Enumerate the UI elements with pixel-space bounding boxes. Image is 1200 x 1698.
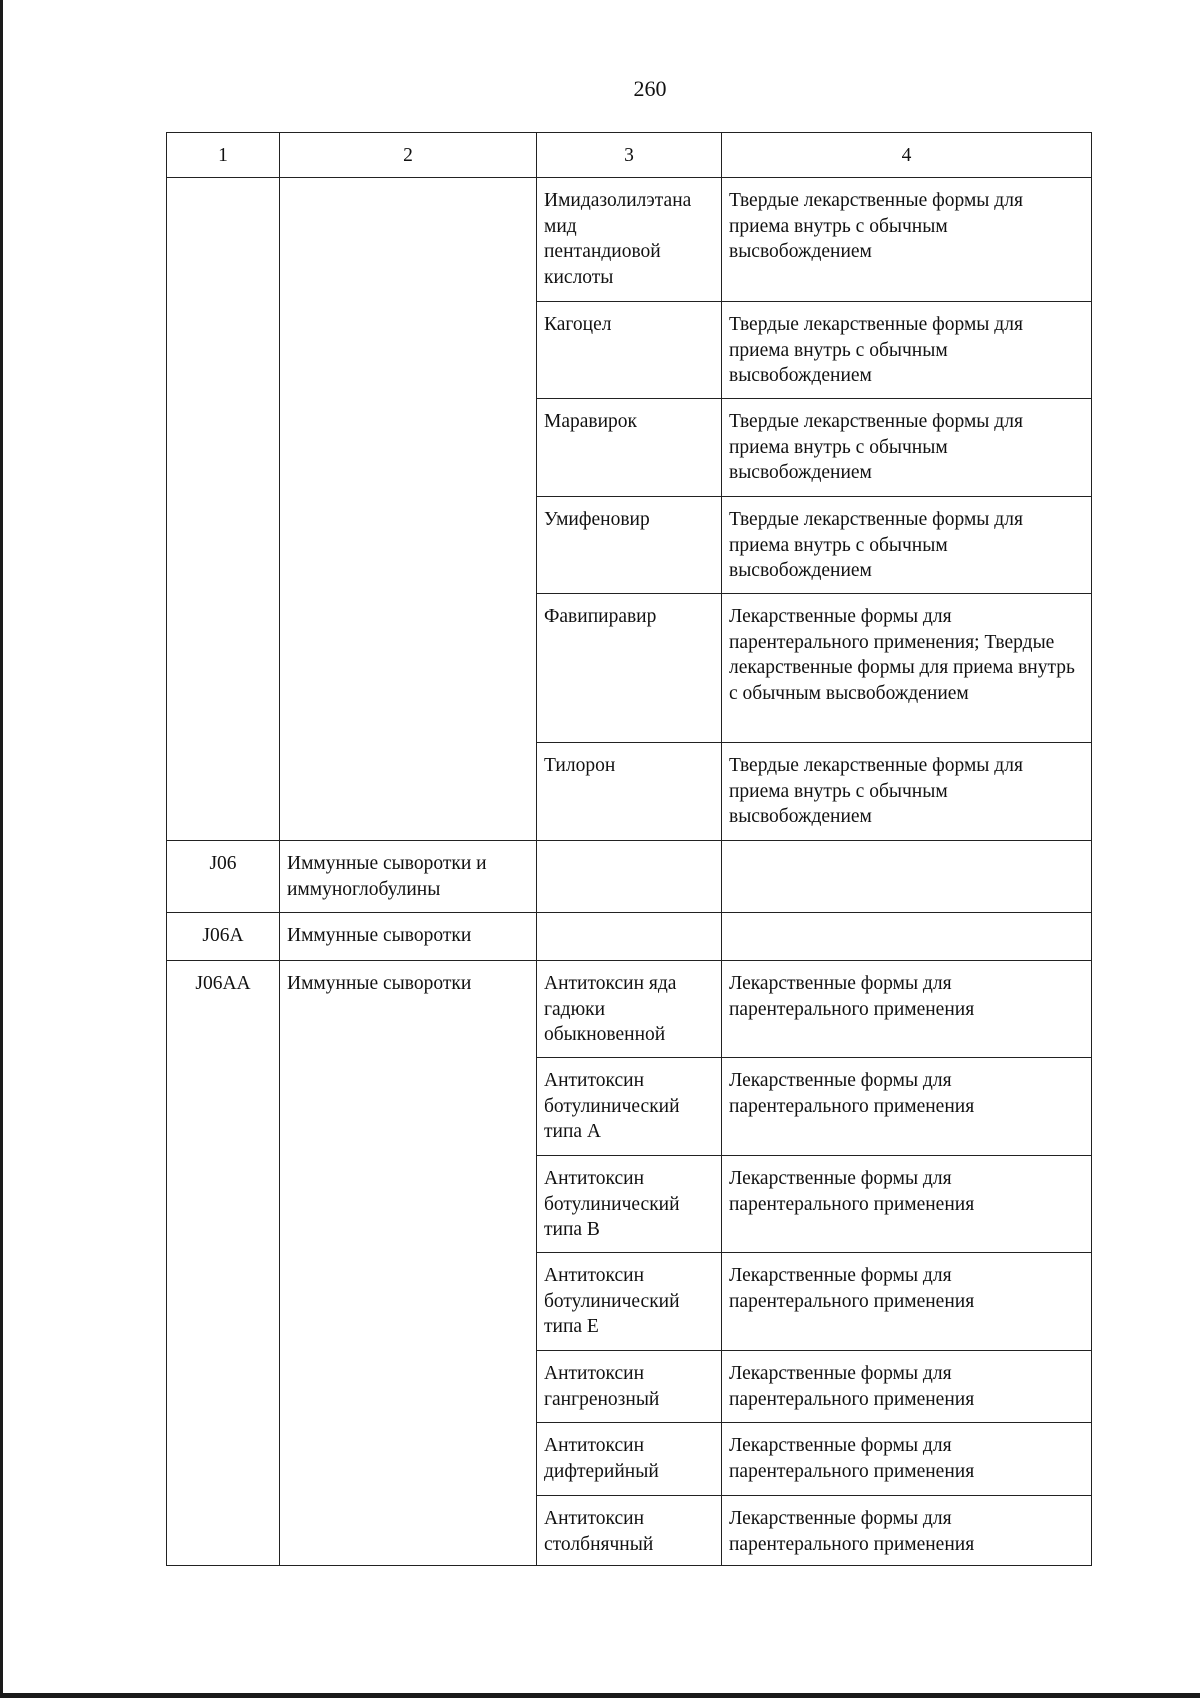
- dosage-form-cell: Лекарственные формы для парентерального применения: [722, 1351, 1092, 1423]
- medicine-name-cell: Имидазолилэтана мид пентандиовой кислоты: [537, 178, 722, 302]
- atc-code-cell: [167, 178, 280, 841]
- dosage-form-cell: Твердые лекарственные формы для приема внутрь с обычным высвобождением: [722, 497, 1092, 594]
- table-row: [167, 841, 1092, 913]
- table-header-row: [167, 133, 1092, 178]
- dosage-form-cell: Лекарственные формы для парентерального применения: [722, 1423, 1092, 1496]
- dosage-form-cell: Лекарственные формы для парентерального применения; Твердые лекарственные формы для приема внутрь с обычным высвобождением: [722, 594, 1092, 743]
- medicine-name-cell: Антитоксин яда гадюки обыкновенной: [537, 961, 722, 1058]
- table-row: [167, 913, 1092, 961]
- atc-code-cell: J06AA: [167, 961, 280, 1566]
- dosage-form-cell: Лекарственные формы для парентерального применения: [722, 961, 1092, 1058]
- scan-edge-bottom: [0, 1693, 1200, 1698]
- column-header: 4: [722, 133, 1092, 178]
- medicine-name-cell: Антитоксин ботулинический типа В: [537, 1156, 722, 1253]
- medicine-table: [166, 132, 1092, 1566]
- medicine-name-cell: Антитоксин ботулинический типа А: [537, 1058, 722, 1156]
- table-row: [167, 961, 1092, 1058]
- medicine-name-cell: Антитоксин столбнячный: [537, 1496, 722, 1566]
- atc-code-cell: J06: [167, 841, 280, 913]
- table-row: [167, 178, 1092, 302]
- page-number: 260: [633, 76, 667, 101]
- scan-edge-left: [0, 0, 3, 1698]
- group-name-cell: Иммунные сыворотки: [280, 913, 537, 961]
- dosage-form-cell: [722, 913, 1092, 961]
- dosage-form-cell: Твердые лекарственные формы для приема внутрь с обычным высвобождением: [722, 178, 1092, 302]
- medicine-name-cell: Антитоксин гангренозный: [537, 1351, 722, 1423]
- medicine-name-cell: [537, 841, 722, 913]
- dosage-form-cell: [722, 841, 1092, 913]
- medicine-name-cell: Умифеновир: [537, 497, 722, 594]
- medicine-name-cell: Антитоксин дифтерийный: [537, 1423, 722, 1496]
- medicine-name-cell: Антитоксин ботулинический типа Е: [537, 1253, 722, 1351]
- group-name-cell: Иммунные сыворотки и иммуноглобулины: [280, 841, 537, 913]
- column-header: 3: [537, 133, 722, 178]
- group-name-cell: [280, 178, 537, 841]
- dosage-form-cell: Твердые лекарственные формы для приема внутрь с обычным высвобождением: [722, 399, 1092, 497]
- dosage-form-cell: Лекарственные формы для парентерального применения: [722, 1058, 1092, 1156]
- medicine-name-cell: [537, 913, 722, 961]
- medicine-name-cell: Фавипиравир: [537, 594, 722, 743]
- dosage-form-cell: Лекарственные формы для парентерального применения: [722, 1253, 1092, 1351]
- column-header: 2: [280, 133, 537, 178]
- medicine-name-cell: Маравирок: [537, 399, 722, 497]
- medicine-name-cell: Тилорон: [537, 743, 722, 841]
- dosage-form-cell: Лекарственные формы для парентерального применения: [722, 1496, 1092, 1566]
- atc-code-cell: J06A: [167, 913, 280, 961]
- dosage-form-cell: Твердые лекарственные формы для приема внутрь с обычным высвобождением: [722, 302, 1092, 399]
- dosage-form-cell: Твердые лекарственные формы для приема внутрь с обычным высвобождением: [722, 743, 1092, 841]
- medicine-name-cell: Кагоцел: [537, 302, 722, 399]
- dosage-form-cell: Лекарственные формы для парентерального применения: [722, 1156, 1092, 1253]
- column-header: 1: [167, 133, 280, 178]
- group-name-cell: Иммунные сыворотки: [280, 961, 537, 1566]
